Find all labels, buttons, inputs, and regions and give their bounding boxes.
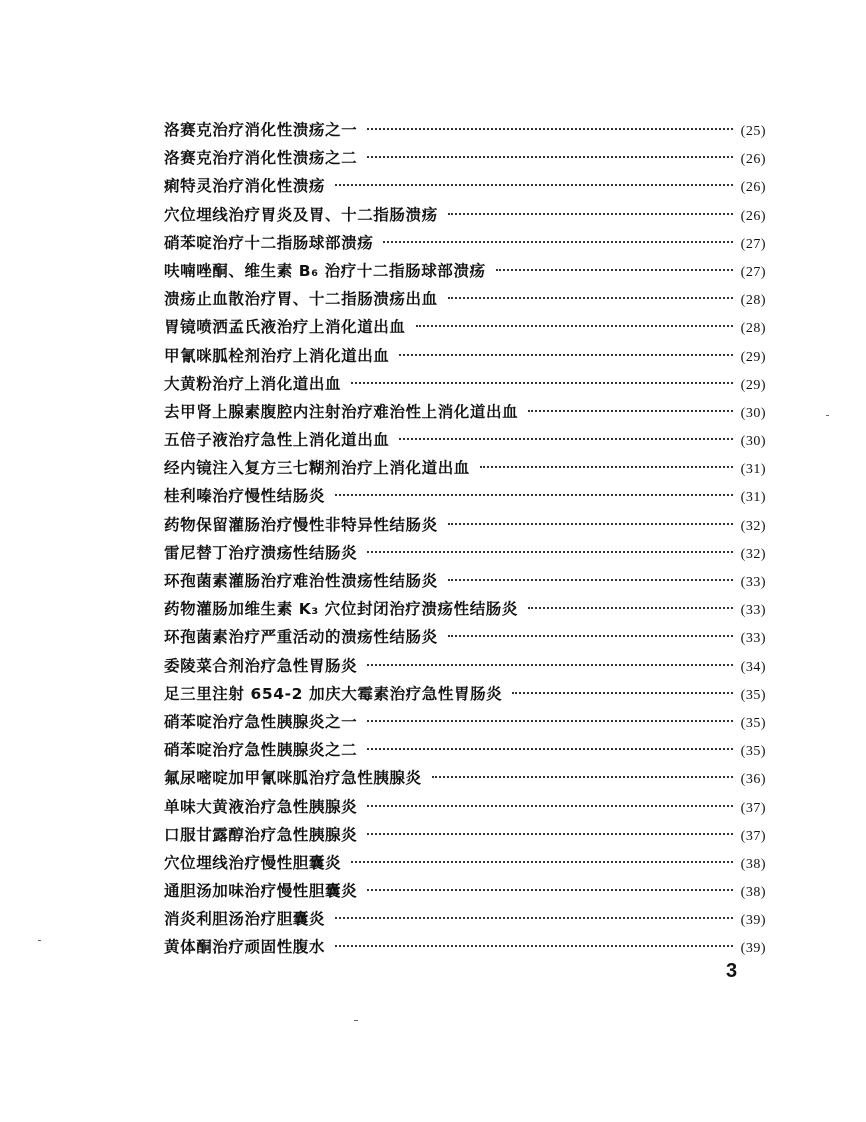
toc-entry-title: 雷尼替丁治疗溃疡性结肠炎 <box>164 543 358 562</box>
toc-entry <box>164 821 766 849</box>
toc-entry-title: 胃镜喷洒孟氏液治疗上消化道出血 <box>164 318 406 337</box>
toc-entry-page: (32) <box>740 546 766 562</box>
toc-entry-page: (29) <box>740 349 766 365</box>
toc-entry-page: (35) <box>740 687 766 703</box>
toc-entry <box>164 172 766 200</box>
toc-entry <box>164 793 766 821</box>
dot-leader <box>367 805 732 807</box>
toc-entry-title: 痢特灵治疗消化性溃疡 <box>164 177 326 196</box>
toc-entry-page: (38) <box>740 885 766 901</box>
toc-entry-page: (29) <box>740 377 766 393</box>
toc-entry-title: 五倍子液治疗急性上消化道出血 <box>164 431 390 450</box>
toc-entry-title: 硝苯啶治疗急性胰腺炎之二 <box>164 741 358 760</box>
toc-entry <box>164 736 766 764</box>
toc-entry <box>164 285 766 313</box>
toc-entry-title: 穴位埋线治疗慢性胆囊炎 <box>164 853 342 872</box>
toc-entry <box>164 313 766 341</box>
dot-leader <box>432 776 733 778</box>
toc-entry <box>164 708 766 736</box>
toc-entry-title: 药物保留灌肠治疗慢性非特异性结肠炎 <box>164 515 438 534</box>
toc-entry-page: (37) <box>740 828 766 844</box>
toc-entry-page: (27) <box>740 264 766 280</box>
dot-leader <box>496 269 733 271</box>
toc-entry <box>164 201 766 229</box>
toc-entry-title: 药物灌肠加维生素 K₃ 穴位封闭治疗溃疡性结肠炎 <box>164 600 518 619</box>
toc-entry <box>164 144 766 172</box>
dot-leader <box>367 720 732 722</box>
dot-leader <box>335 184 733 186</box>
dot-leader <box>367 156 732 158</box>
toc-entry <box>164 426 766 454</box>
toc-entry <box>164 229 766 257</box>
scan-speck <box>38 940 41 941</box>
dot-leader <box>335 494 733 496</box>
toc-entry-title: 溃疡止血散治疗胃、十二指肠溃疡出血 <box>164 290 438 309</box>
toc-entry <box>164 877 766 905</box>
toc-entry-title: 足三里注射 654-2 加庆大霉素治疗急性胃肠炎 <box>164 684 503 703</box>
dot-leader <box>367 664 732 666</box>
toc-entry <box>164 623 766 651</box>
dot-leader <box>448 297 733 299</box>
toc-entry <box>164 595 766 623</box>
toc-entry <box>164 933 766 961</box>
toc-entry-title: 去甲肾上腺素腹腔内注射治疗难治性上消化道出血 <box>164 402 519 421</box>
toc-entry-page: (37) <box>740 800 766 816</box>
toc-entry-page: (39) <box>740 913 766 929</box>
dot-leader <box>351 861 733 863</box>
toc-entry-title: 氟尿嘧啶加甲氰咪胍治疗急性胰腺炎 <box>164 769 422 788</box>
toc-entry-page: (34) <box>740 659 766 675</box>
toc-entry <box>164 398 766 426</box>
toc-entry-page: (39) <box>740 941 766 957</box>
scan-speck <box>826 415 829 416</box>
toc-entry <box>164 764 766 792</box>
toc-entry-page: (35) <box>740 715 766 731</box>
toc-entry-title: 经内镜注入复方三七糊剂治疗上消化道出血 <box>164 459 470 478</box>
toc-entry-title: 环孢菌素治疗严重活动的溃疡性结肠炎 <box>164 628 438 647</box>
toc-entry-title: 穴位埋线治疗胃炎及胃、十二指肠溃疡 <box>164 205 438 224</box>
toc-entry-page: (35) <box>740 744 766 760</box>
toc-entry-page: (32) <box>740 518 766 534</box>
toc-entry-page: (33) <box>740 575 766 590</box>
toc-entry <box>164 680 766 708</box>
toc-entry <box>164 257 766 285</box>
toc-entry-page: (33) <box>740 631 766 647</box>
toc-entry-page: (30) <box>740 434 766 450</box>
toc-entry-title: 消炎利胆汤治疗胆囊炎 <box>164 910 326 929</box>
dot-leader <box>448 579 733 581</box>
dot-leader <box>367 551 732 553</box>
dot-leader <box>351 382 733 384</box>
toc-entry-page: (26) <box>740 152 766 168</box>
toc-entry-page: (36) <box>740 772 766 788</box>
toc-entry <box>164 905 766 933</box>
toc-entry-page: (26) <box>740 180 766 196</box>
toc-entry-title: 口服甘露醇治疗急性胰腺炎 <box>164 825 358 844</box>
toc-entry-title: 环孢菌素灌肠治疗难治性溃疡性结肠炎 <box>164 572 438 590</box>
dot-leader <box>448 213 733 215</box>
toc-entry <box>164 652 766 680</box>
toc-entry-title: 大黄粉治疗上消化道出血 <box>164 374 342 393</box>
dot-leader <box>528 607 733 609</box>
toc-entry <box>164 116 766 144</box>
dot-leader <box>480 466 733 468</box>
dot-leader <box>367 833 732 835</box>
toc-entry-title: 呋喃唑酮、维生素 B₆ 治疗十二指肠球部溃疡 <box>164 261 486 280</box>
table-of-contents <box>164 116 766 962</box>
page-number: 3 <box>726 960 738 982</box>
toc-entry-page: (30) <box>740 405 766 421</box>
toc-entry-title: 硝苯啶治疗急性胰腺炎之一 <box>164 712 358 731</box>
dot-leader <box>512 692 732 694</box>
toc-entry-page: (38) <box>740 856 766 872</box>
toc-entry <box>164 454 766 482</box>
dot-leader <box>448 635 733 637</box>
toc-entry-page: (33) <box>740 603 766 619</box>
toc-entry-page: (28) <box>740 293 766 309</box>
toc-entry <box>164 567 766 595</box>
toc-entry-page: (28) <box>740 321 766 337</box>
toc-entry <box>164 511 766 539</box>
toc-entry <box>164 342 766 370</box>
dot-leader <box>416 325 733 327</box>
toc-entry-title: 洛赛克治疗消化性溃疡之一 <box>164 121 358 139</box>
toc-entry-page: (31) <box>740 490 766 506</box>
toc-entry-title: 单味大黄液治疗急性胰腺炎 <box>164 797 358 816</box>
toc-entry <box>164 849 766 877</box>
toc-entry-title: 委陵菜合剂治疗急性胃肠炎 <box>164 656 358 675</box>
dot-leader <box>367 889 732 891</box>
toc-entry-title: 甲氰咪胍栓剂治疗上消化道出血 <box>164 346 390 365</box>
dot-leader <box>335 945 733 947</box>
toc-entry-title: 黄体酮治疗顽固性腹水 <box>164 938 326 957</box>
dot-leader <box>528 410 732 412</box>
dot-leader <box>448 523 733 525</box>
dot-leader <box>335 917 733 919</box>
toc-entry-title: 洛赛克治疗消化性溃疡之二 <box>164 149 358 168</box>
toc-entry <box>164 539 766 567</box>
dot-leader <box>383 241 732 243</box>
toc-entry-title: 通胆汤加味治疗慢性胆囊炎 <box>164 882 358 901</box>
toc-entry-title: 硝苯啶治疗十二指肠球部溃疡 <box>164 233 374 252</box>
toc-entry <box>164 482 766 510</box>
toc-entry-page: (26) <box>740 208 766 224</box>
dot-leader <box>399 438 732 440</box>
toc-entry-page: (25) <box>740 124 766 139</box>
dot-leader <box>399 354 732 356</box>
toc-entry-page: (31) <box>740 462 766 478</box>
toc-entry <box>164 370 766 398</box>
toc-entry-title: 桂利嗪治疗慢性结肠炎 <box>164 487 326 506</box>
dot-leader <box>367 128 732 130</box>
toc-entry-page: (27) <box>740 236 766 252</box>
scan-speck <box>354 1020 358 1021</box>
dot-leader <box>367 748 732 750</box>
